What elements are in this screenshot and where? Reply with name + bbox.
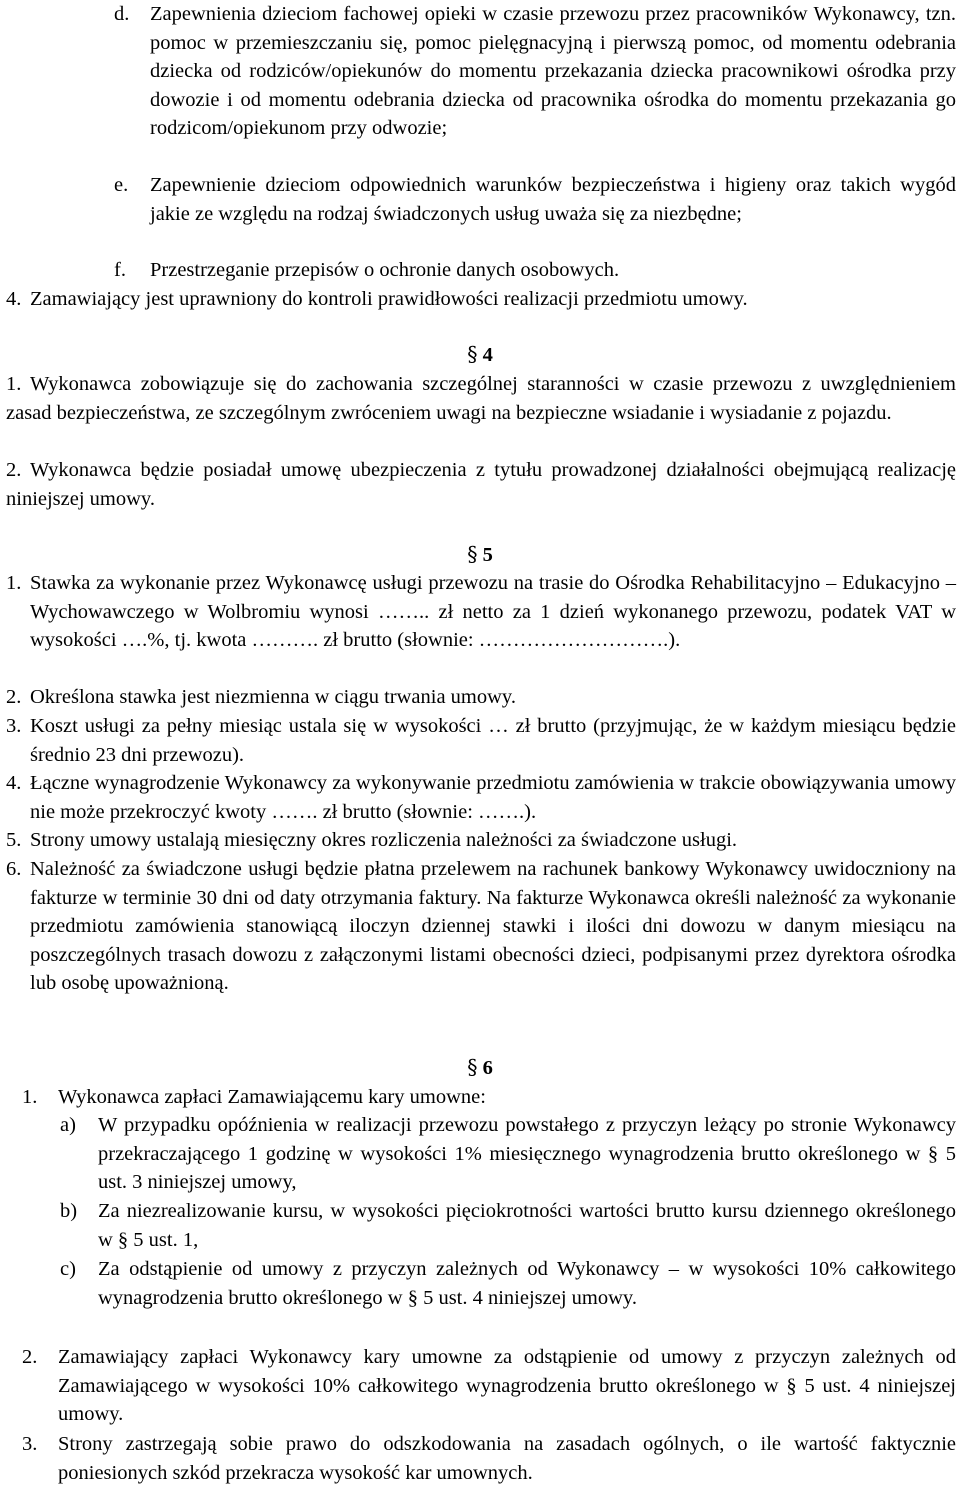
section-sign: § [467, 342, 478, 366]
s5-item-1-text: Stawka za wykonanie przez Wykonawcę usługi przewozu na trasie do Ośrodka Rehabilitacyjno – Edukacyjno – Wychowawczego w Wolbromiu wynosi …….. zł netto za 1 dzień wykonanego przewozu, podatek VAT w wysokości ….%, tj. kwota ………. zł brutto (słownie: ……………………….). [30, 572, 956, 652]
s4-item-2-text: Wykonawca będzie posiadał umowę ubezpieczenia z tytułu prowadzonej działalności obejmującą realizację niniejszej umowy. [6, 459, 956, 510]
s6-p1-sub-a-label: a) [60, 1114, 76, 1136]
s6-p3-label: 3. [22, 1433, 38, 1455]
s5-item-3-label: 3. [6, 715, 22, 737]
s5-item-2-label: 2. [6, 686, 22, 708]
s4-item-1-text: Wykonawca zobowiązuje się do zachowania szczególnej staranności w czasie przewozu z uwzględnieniem zasad bezpieczeństwa, ze szczególnym zwróceniem uwagi na bezpieczne wsiadanie i wysiadanie z pojazdu. [6, 373, 956, 424]
section-4-heading [0, 340, 960, 370]
section-6-heading [0, 1053, 960, 1083]
s6-p1-label: 1. [22, 1086, 38, 1108]
s5-item-4-label: 4. [6, 772, 22, 794]
section-5-number: 5 [482, 544, 493, 566]
s6-p1-sub-a-text: W przypadku opóźnienia w realizacji przewozu powstałego z przyczyn leżący po stronie Wykonawcy przekraczającego 1 godzinę w wysokości 1% miesięcznego wynagrodzenia brutto określonego w § 5 ust. 3 niniejszej umowy, [98, 1114, 956, 1194]
s5-item-6-label: 6. [6, 858, 22, 880]
s5-item-6-text: Należność za świadczone usługi będzie płatna przelewem na rachunek bankowy Wykonawcy uwidoczniony na fakturze w terminie 30 dni od daty otrzymania faktury. Na fakturze Wykonawca określi należność za wykonanie przedmiotu zamówienia stanowiącą iloczyn dziennej stawki i ilości dni dowozu w danym miesiącu na poszczególnych trasach dowozu z załączonymi listami obecności dzieci, podpisanymi przez dyrektora ośrodka lub osobę upoważnioną. [30, 858, 956, 995]
section-sign: § [467, 542, 478, 566]
s4-item-2-label: 2. [6, 459, 22, 481]
section-4-number: 4 [482, 344, 493, 366]
section-sign: § [467, 1055, 478, 1079]
s6-p1-sub-c-text: Za odstąpienie od umowy z przyczyn zależnych od Wykonawcy – w wysokości 10% całkowitego wynagrodzenia brutto określonego w § 5 ust. 4 niniejszej umowy. [98, 1258, 956, 1309]
item-e-text: Zapewnienie dzieciom odpowiednich warunków bezpieczeństwa i higieny oraz takich wygód jakie ze względu na rodzaj świadczonych usług uważa się za niezbędne; [150, 174, 956, 225]
item-label-d: d. [114, 3, 130, 25]
point-4-label: 4. [6, 288, 22, 310]
item-f-text: Przestrzeganie przepisów o ochronie danych osobowych. [150, 259, 620, 281]
point-4-text: Zamawiający jest uprawniony do kontroli prawidłowości realizacji przedmiotu umowy. [30, 288, 748, 310]
s5-item-5-label: 5. [6, 829, 22, 851]
s6-p1-sub-c-label: c) [60, 1258, 76, 1280]
s6-p1-sub-b-text: Za niezrealizowanie kursu, w wysokości pięciokrotności wartości brutto kursu dziennego określonego w § 5 ust. 1, [98, 1200, 956, 1251]
s6-p1-intro: Wykonawca zapłaci Zamawiającemu kary umowne: [58, 1086, 486, 1108]
s5-item-3-text: Koszt usługi za pełny miesiąc ustala się w wysokości … zł brutto (przyjmując, że w każdym miesiącu będzie średnio 23 dni przewozu). [30, 715, 956, 766]
s5-item-2-text: Określona stawka jest niezmienna w ciągu trwania umowy. [30, 686, 516, 708]
s5-item-5-text: Strony umowy ustalają miesięczny okres rozliczenia należności za świadczone usługi. [30, 829, 738, 851]
s6-p2-text: Zamawiający zapłaci Wykonawcy kary umowne za odstąpienie od umowy z przyczyn zależnych od Zamawiającego w wysokości 10% całkowitego wynagrodzenia brutto określonego w § 5 ust. 4 niniejszej umowy. [58, 1346, 956, 1426]
s6-p2-label: 2. [22, 1346, 38, 1368]
s4-item-1-label: 1. [6, 373, 22, 395]
s5-item-4-text: Łączne wynagrodzenie Wykonawcy za wykonywanie przedmiotu zamówienia w trakcie obowiązywania umowy nie może przekroczyć kwoty ……. zł brutto (słownie: …….). [30, 772, 956, 823]
item-label-e: e. [114, 174, 129, 196]
s6-p3-text: Strony zastrzegają sobie prawo do odszkodowania na zasadach ogólnych, o ile wartość faktycznie poniesionych szkód przekracza wysokość kar umownych. [58, 1433, 956, 1484]
s5-item-1-label: 1. [6, 572, 22, 594]
s6-p1-sub-b-label: b) [60, 1200, 78, 1222]
section-5-heading [0, 540, 960, 570]
section-6-number: 6 [482, 1057, 493, 1079]
item-d-text: Zapewnienia dzieciom fachowej opieki w czasie przewozu przez pracowników Wykonawcy, tzn. pomoc w przemieszczaniu się, pomoc pielęgnacyjną i pierwszą pomoc, od momentu odebrania dziecka od rodziców/opiekunów do momentu przekazania dziecka pracownikowi ośrodka przy dowozie i od momentu odebrania dziecka od pracownika ośrodka do momentu przekazania go rodzicom/opiekunom przy odwozie; [150, 3, 956, 140]
item-label-f: f. [114, 259, 126, 281]
